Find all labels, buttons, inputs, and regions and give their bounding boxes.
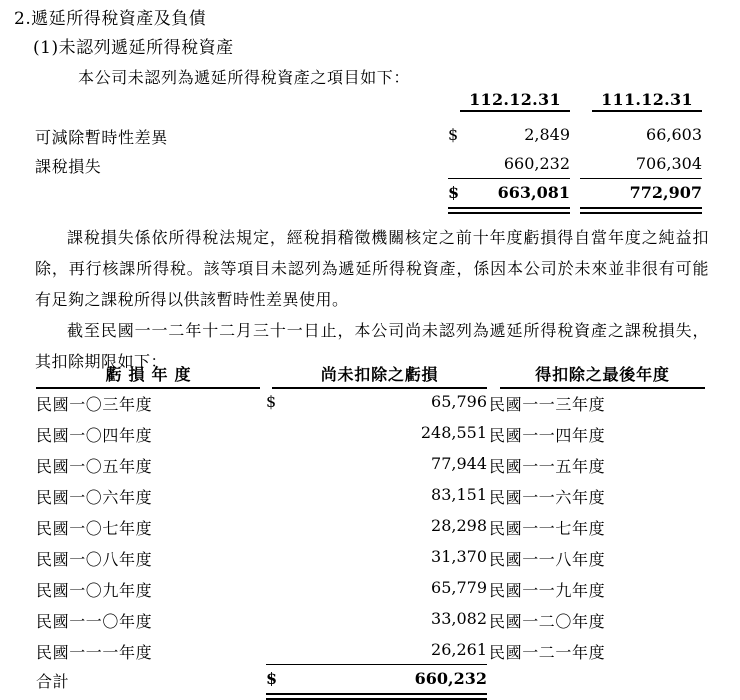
column-header-112: 112.12.31 [460,90,570,112]
cell-amount: 26,261 [431,640,487,659]
total-label: 合計 [36,672,70,691]
cell-amount: 83,151 [431,485,487,504]
total-value-112: 663,081 [497,183,570,202]
table-row [0,392,740,421]
cell-loss-year: 民國一〇三年度 [36,395,153,414]
row-label: 可減除暫時性差異 [35,128,168,147]
cell-final-year: 民國一一七年度 [489,519,606,538]
cell-amount: 65,779 [431,578,487,597]
cell-value-112: 660,232 [503,154,570,173]
row-label: 課稅損失 [35,157,102,176]
total-value-111: 772,907 [629,183,702,202]
table-row [0,485,740,514]
cell-amount: 31,370 [431,547,487,566]
cell-final-year: 民國一二一年度 [489,643,606,662]
currency-symbol: $ [448,125,459,144]
subsection-heading: (1)未認列遞延所得稅資產 [33,38,234,58]
currency-symbol: $ [448,183,460,202]
cell-loss-year: 民國一〇五年度 [36,457,153,476]
table-row [0,454,740,483]
cell-final-year: 民國一一四年度 [489,426,606,445]
subtotal-rule-amount [266,664,487,665]
cell-final-year: 民國一一五年度 [489,457,606,476]
cell-final-year: 民國一一六年度 [489,488,606,507]
cell-final-year: 民國一一三年度 [489,395,606,414]
cell-value-111: 706,304 [635,154,702,173]
column-header-loss-year: 虧損年度 [36,362,260,389]
column-header-111: 111.12.31 [592,90,702,112]
currency-symbol: $ [266,392,277,411]
subtotal-rule-112 [448,178,570,179]
cell-loss-year: 民國一一〇年度 [36,612,153,631]
cell-value-111: 66,603 [646,125,702,144]
lead-in-text: 本公司未認列為遞延所得稅資產之項目如下： [78,68,411,87]
cell-final-year: 民國一一八年度 [489,550,606,569]
total-amount: 660,232 [414,669,487,688]
cell-amount: 65,796 [431,392,487,411]
cell-loss-year: 民國一〇七年度 [36,519,153,538]
cell-final-year: 民國一一九年度 [489,581,606,600]
table-row [0,547,740,576]
table-row [0,578,740,607]
total-rule-amount [266,693,487,700]
column-header-undeducted-loss: 尚未扣除之虧損 [272,362,487,389]
cell-final-year: 民國一二〇年度 [489,612,606,631]
table-row [0,423,740,452]
cell-loss-year: 民國一〇九年度 [36,581,153,600]
column-header-final-year: 得扣除之最後年度 [500,362,705,389]
paragraph-carryforward-intro: 截至民國一一二年十二月三十一日止，本公司尚未認列為遞延所得稅資產之課稅損失，其扣除期限如下： [35,321,709,371]
table-row [0,609,740,638]
cell-amount: 77,944 [431,454,487,473]
total-rule-112 [448,207,570,214]
cell-amount: 248,551 [420,423,487,442]
cell-loss-year: 民國一〇六年度 [36,488,153,507]
section-heading: 2.遞延所得稅資產及負債 [14,9,207,29]
paragraph-tax-loss-rule: 課稅損失係依所得稅法規定，經稅捐稽徵機關核定之前十年度虧損得自當年度之純益扣除，再行核課所得稅。該等項目未認列為遞延所得稅資產，係因本公司於未來並非很有可能有足夠之課稅所得以供該暫時性差異使用。 [35,228,709,309]
cell-loss-year: 民國一一一年度 [36,643,153,662]
total-rule-111 [580,207,702,214]
cell-loss-year: 民國一〇四年度 [36,426,153,445]
cell-amount: 33,082 [431,609,487,628]
cell-value-112: 2,849 [524,125,570,144]
table-row [0,516,740,545]
table-row [0,125,740,154]
cell-amount: 28,298 [431,516,487,535]
subtotal-rule-111 [580,178,702,179]
cell-loss-year: 民國一〇八年度 [36,550,153,569]
currency-symbol: $ [266,669,278,688]
